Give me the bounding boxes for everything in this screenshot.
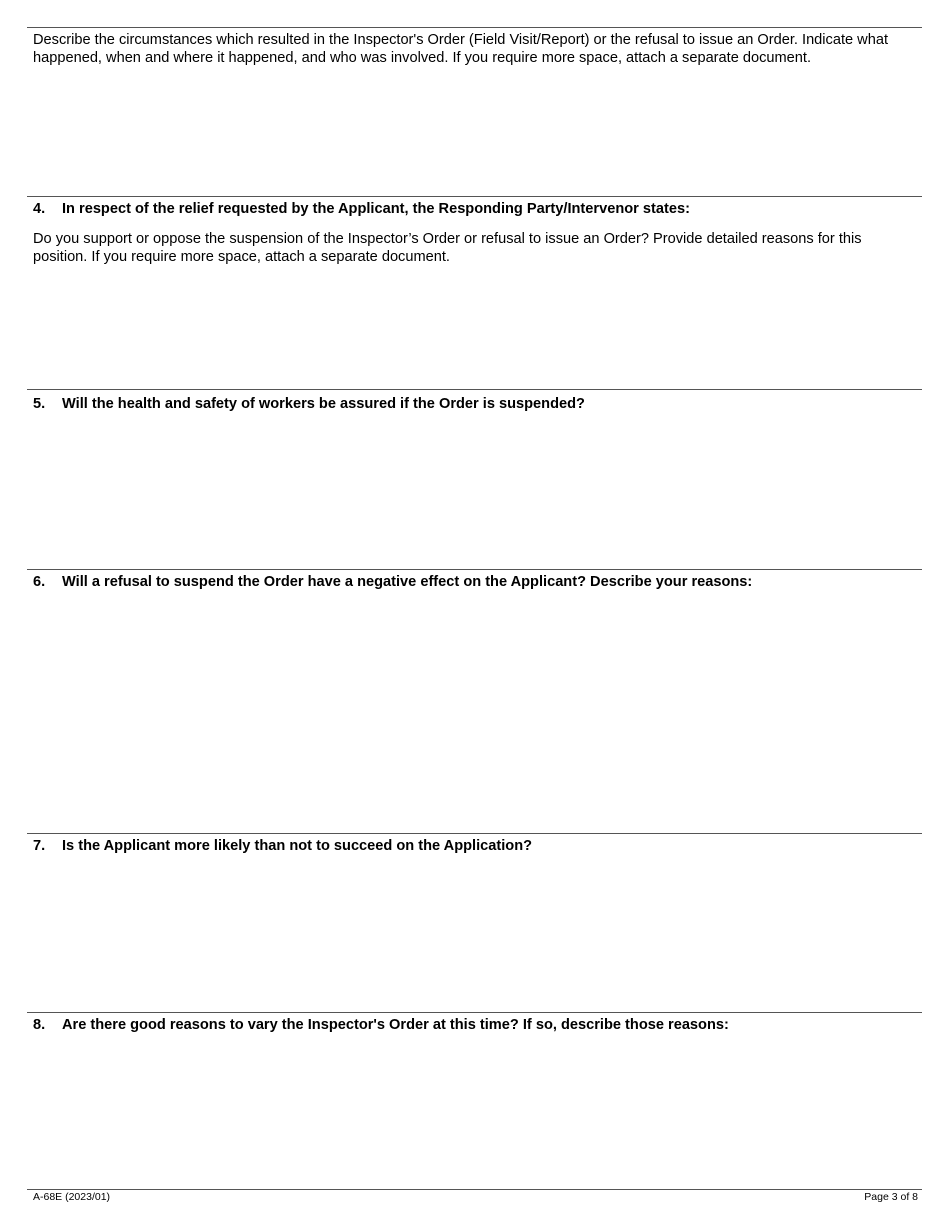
section-6-heading: [33, 573, 918, 591]
section-8-title: Are there good reasons to vary the Inspector's Order at this time? If so, describe those reasons:: [62, 1017, 729, 1033]
section-6-answer-field[interactable]: [28, 596, 921, 830]
footer-divider: [27, 1189, 922, 1190]
section-5-divider: [27, 389, 922, 390]
section-4-divider: [27, 196, 922, 197]
section-7-divider: [27, 833, 922, 834]
page-number: Page 3 of 8: [864, 1191, 918, 1203]
section-6-number: 6.: [33, 574, 46, 590]
form-code: A-68E (2023/01): [33, 1191, 111, 1203]
section-8-divider: [27, 1012, 922, 1013]
section-8-heading: [33, 1016, 918, 1034]
section-5-title: Will the health and safety of workers be assured if the Order is suspended?: [62, 396, 585, 412]
section-4-description: Do you support or oppose the suspension of the Inspector’s Order or refusal to issue an Order? Provide detailed reasons for this position. If you require more space, attach a separate document.: [33, 231, 862, 265]
section-4-title: In respect of the relief requested by the Applicant, the Responding Party/Intervenor states:: [62, 201, 690, 217]
circumstances-answer-field[interactable]: [28, 70, 921, 192]
intro-instructions: Describe the circumstances which resulted in the Inspector's Order (Field Visit/Report) or the refusal to issue an Order. Indicate what happened, when and where it happened, and who was involved. If you require more space, attach a separate document.: [33, 32, 889, 66]
section-4-heading: [33, 200, 918, 218]
top-divider: [27, 27, 922, 28]
section-5-heading: [33, 395, 918, 413]
section-8-number: 8.: [33, 1017, 46, 1033]
section-7-answer-field[interactable]: [28, 860, 921, 1008]
section-6-title: Will a refusal to suspend the Order have a negative effect on the Applicant? Describe your reasons:: [62, 574, 753, 590]
section-5-answer-field[interactable]: [28, 416, 921, 566]
section-4-answer-field[interactable]: [28, 270, 921, 386]
section-7-heading: [33, 837, 918, 855]
section-8-answer-field[interactable]: [28, 1040, 921, 1186]
section-4-number: 4.: [33, 201, 46, 217]
section-5-number: 5.: [33, 396, 46, 412]
section-7-title: Is the Applicant more likely than not to succeed on the Application?: [62, 838, 533, 854]
section-7-number: 7.: [33, 838, 46, 854]
section-6-divider: [27, 569, 922, 570]
